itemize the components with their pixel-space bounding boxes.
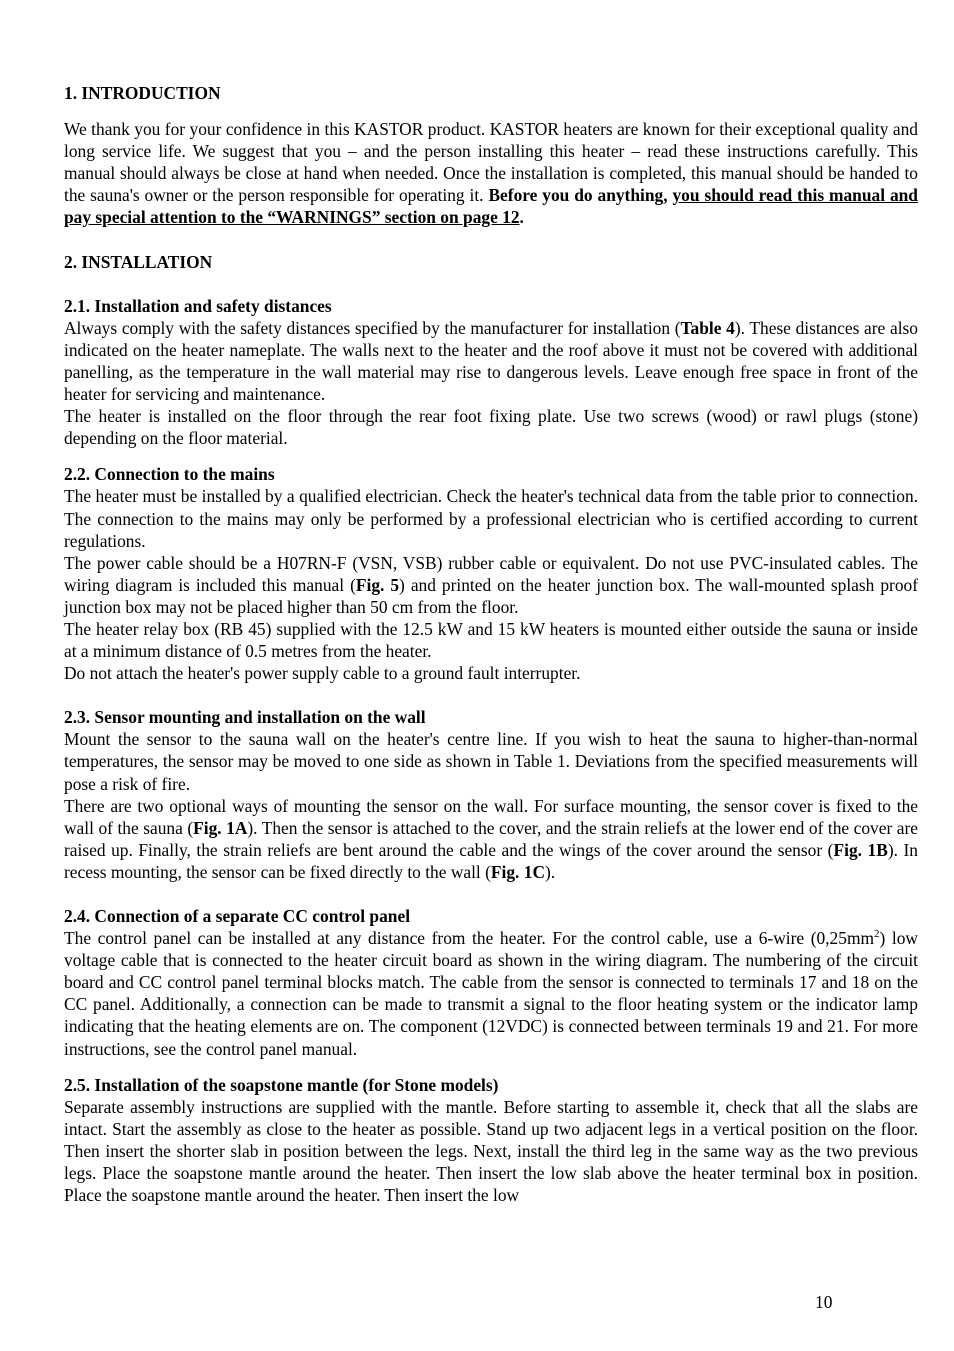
paragraph-2-2-c: The heater relay box (RB 45) supplied with the 12.5 kW and 15 kW heaters is mounted either outside the sauna or inside at a minimum distance of 0.5 metres from the heater. bbox=[64, 618, 918, 662]
subsection-heading-2-1: 2.1. Installation and safety distances bbox=[64, 295, 332, 316]
paragraph-2-2-b bbox=[64, 552, 918, 618]
paragraph-2-5: Separate assembly instructions are supplied with the mantle. Before starting to assemble it, check that all the slabs are intact. Start the assembly as close to the heater as possible. Stand up two adjacent legs in a vertical position on the floor. Then insert the shorter slab in position between the legs. Next, install the third leg in the same way as the two previous legs. Place the soapstone mantle around the heater. Then insert the low slab above the heater terminal box in position. Place the soapstone mantle around the heater. Then insert the low bbox=[64, 1096, 918, 1206]
paragraph-2-2-d: Do not attach the heater's power supply cable to a ground fault interrupter. bbox=[64, 663, 581, 684]
text-span: There are two optional ways of mounting the sensor on the wall. For surface mounting, the sensor cover is fixed to the wall of the sauna ( bbox=[64, 795, 918, 838]
paragraph-2-4 bbox=[64, 927, 918, 1060]
subsection-heading-2-5: 2.5. Installation of the soapstone mantle (for Stone models) bbox=[64, 1074, 499, 1095]
intro-bold-text: Before you do anything, bbox=[488, 185, 668, 206]
table-reference: Table 4 bbox=[680, 317, 735, 338]
subsection-heading-2-2: 2.2. Connection to the mains bbox=[64, 464, 275, 485]
document-page bbox=[64, 82, 918, 1206]
page-number: 10 bbox=[815, 1292, 833, 1312]
text-span: ) and printed on the heater junction box. The wall-mounted splash proof junction box may not be placed higher than 50 cm from the floor. bbox=[64, 574, 918, 617]
text-span: The control panel can be installed at any distance from the heater. For the control cable, use a 6-wire (0,25mm bbox=[64, 928, 874, 949]
intro-text: We thank you for your confidence in this KASTOR product. KASTOR heaters are known for their exceptional quality and long service life. We suggest that you – and the person installing this heater – read these instructions carefully. This manual should always be close at hand when needed. Once the installation is completed, this manual should be handed to the sauna's owner or the person responsible for operating it. bbox=[64, 119, 918, 206]
paragraph-2-3-a: Mount the sensor to the sauna wall on the heater's centre line. If you wish to heat the sauna to higher-than-normal temperatures, the sensor may be moved to one side as shown in Table 1. Deviations from the specified measurements will pose a risk of fire. bbox=[64, 729, 918, 794]
section-heading-introduction: 1. INTRODUCTION bbox=[64, 83, 221, 103]
subsection-heading-2-4: 2.4. Connection of a separate CC control panel bbox=[64, 906, 411, 926]
subsection-heading-2-3: 2.3. Sensor mounting and installation on the wall bbox=[64, 707, 426, 728]
figure-reference: Fig. 1B bbox=[833, 839, 888, 860]
paragraph-2-1-b: The heater is installed on the floor through the rear foot fixing plate. Use two screws (wood) or rawl plugs (stone) depending on the floor material. bbox=[64, 406, 918, 449]
figure-reference: Fig. 5 bbox=[355, 574, 400, 595]
text-span: ). bbox=[545, 861, 556, 882]
text-span: ). Then the sensor is attached to the cover, and the strain reliefs at the lower end of the cover are raised up. Finally, the strain reliefs are bent around the cable and the wings of the cover around the sensor ( bbox=[64, 817, 918, 860]
figure-reference: Fig. 1A bbox=[193, 817, 248, 838]
intro-underlined-text: you should read this manual and pay special attention to the “WARNINGS” section on page 12 bbox=[64, 185, 918, 228]
paragraph-2-2-a: The heater must be installed by a qualified electrician. Check the heater's technical data from the table prior to connection. The connection to the mains may only be performed by a professional electrician who is certified according to current regulations. bbox=[64, 486, 918, 551]
paragraph-2-3-b bbox=[64, 795, 918, 883]
text-span: The power cable should be a H07RN-F (VSN, VSB) rubber cable or equivalent. Do not use PVC-insulated cables. The wiring diagram is included this manual ( bbox=[64, 552, 918, 595]
section-heading-installation: 2. INSTALLATION bbox=[64, 251, 213, 272]
paragraph-2-1-a bbox=[64, 317, 918, 405]
text-span: ). These distances are also indicated on the heater nameplate. The walls next to the heater and the roof above it must not be covered with additional panelling, as the temperature in the wall material may rise to dangerous levels. Leave enough free space in front of the heater for servicing and maintenance. bbox=[64, 317, 918, 405]
superscript: 2 bbox=[874, 928, 880, 941]
figure-reference: Fig. 1C bbox=[490, 861, 546, 882]
text-span: ). In recess mounting, the sensor can be fixed directly to the wall ( bbox=[64, 839, 919, 882]
introduction-paragraph bbox=[64, 118, 918, 228]
text-span: ) low voltage cable that is connected to the heater circuit board as shown in the wiring diagram. The numbering of the circuit board and CC control panel terminal blocks match. The cable from the sensor is connected to terminals 17 and 18 on the CC panel. Additionally, a connection can be made to transmit a signal to the floor heating system or the indicator lamp indicating that the heating elements are on. The component (12VDC) is connected between terminals 19 and 21. For more instructions, see the control panel manual. bbox=[64, 928, 918, 1059]
intro-period: . bbox=[519, 207, 524, 228]
text-span: Always comply with the safety distances specified by the manufacturer for installation ( bbox=[64, 317, 681, 338]
